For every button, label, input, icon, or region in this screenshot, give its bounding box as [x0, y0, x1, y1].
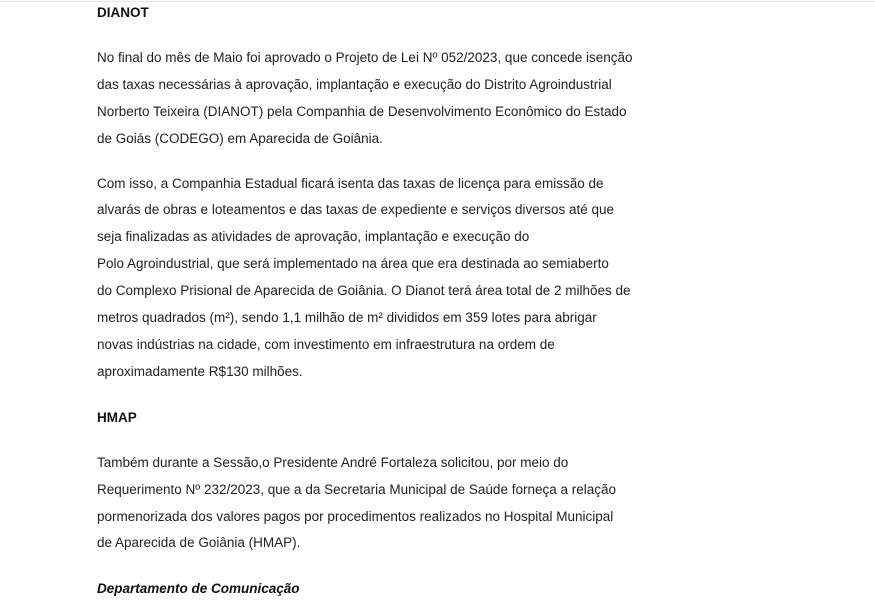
text-line: do Complexo Prisional de Aparecida de Goiânia. O Dianot terá área total de 2 milhões de: [97, 283, 631, 299]
text-line: Requerimento Nº 232/2023, que a da Secretaria Municipal de Saúde forneça a relação: [97, 481, 617, 497]
text-line: alvarás de obras e loteamentos e das taxas de expediente e serviços diversos até que: [97, 202, 615, 218]
text-line: Norberto Teixeira (DIANOT) pela Companhia de Desenvolvimento Econômico do Estado: [97, 103, 627, 119]
paragraph-dianot-approval: [97, 45, 677, 153]
text-line: seja finalizadas as atividades de aprovação, implantação e execução do: [97, 229, 530, 245]
text-line: de Goiás (CODEGO) em Aparecida de Goiânia.: [97, 130, 383, 146]
section-heading-dianot: DIANOT: [97, 5, 149, 20]
paragraph-hmap-request: [97, 450, 677, 558]
text-line: das taxas necessárias à aprovação, implantação e execução do Distrito Agroindustrial: [97, 76, 612, 92]
article-body: [97, 0, 677, 603]
section-heading-hmap: HMAP: [97, 409, 137, 425]
text-line: aproximadamente R$130 milhões.: [97, 363, 303, 379]
text-line: Polo Agroindustrial, que será implementado na área que era destinada ao semiaberto: [97, 256, 609, 272]
text-line: novas indústrias na cidade, com investimento em infraestrutura na ordem de: [97, 336, 555, 352]
text-line: No final do mês de Maio foi aprovado o Projeto de Lei Nº 052/2023, que concede isenção: [97, 49, 633, 65]
text-line: Com isso, a Companhia Estadual ficará isenta das taxas de licença para emissão de: [97, 175, 604, 191]
text-line: pormenorizada dos valores pagos por procedimentos realizados no Hospital Municipal: [97, 508, 614, 524]
paragraph-dianot-exemption: [97, 171, 677, 386]
signature-department: Departamento de Comunicação: [97, 581, 300, 597]
text-line: Também durante a Sessão,o Presidente André Fortaleza solicitou, por meio do: [97, 454, 569, 470]
text-line: de Aparecida de Goiânia (HMAP).: [97, 535, 301, 551]
text-line: metros quadrados (m²), sendo 1,1 milhão de m² divididos em 359 lotes para abrigar: [97, 310, 597, 326]
